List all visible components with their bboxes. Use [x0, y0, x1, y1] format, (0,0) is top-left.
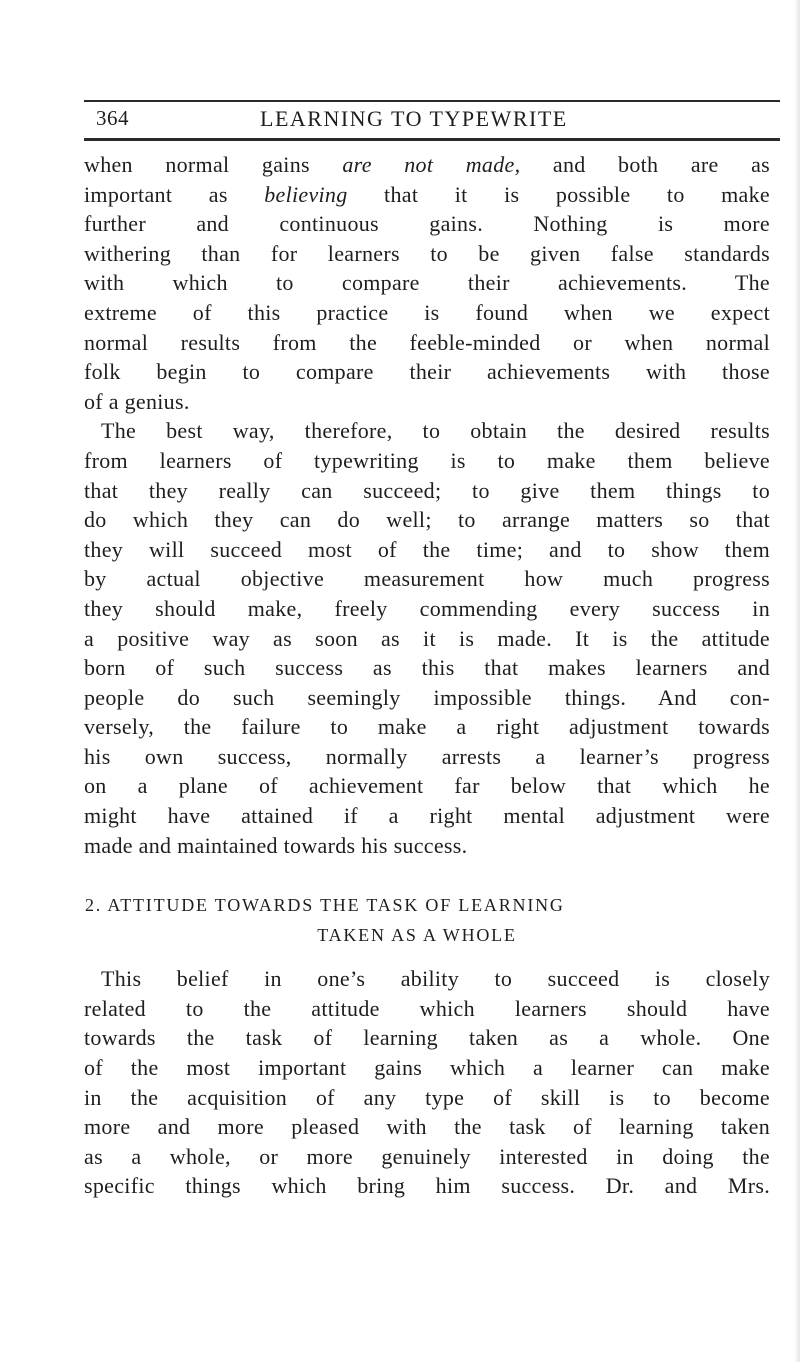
- text-line: folk begin to compare their achievements with those: [84, 359, 770, 385]
- text-line: they should make, freely commending every success in: [84, 595, 770, 621]
- text-span: important as: [84, 181, 265, 207]
- text-line: versely, the failure to make a right adjustment towards: [84, 714, 770, 740]
- text-line: made and maintained towards his success.: [84, 832, 468, 858]
- text-line: of the most important gains which a learner can make: [84, 1055, 770, 1081]
- text-line: extreme of this practice is found when we expect: [84, 299, 770, 325]
- paragraph-1: [84, 150, 770, 416]
- text-line: specific things which bring him success. Dr. and Mrs.: [84, 1173, 770, 1199]
- header-rule-bottom: [84, 138, 780, 141]
- text-line: people do such seemingly impossible things. And con-: [84, 684, 770, 710]
- body-text: [84, 150, 770, 1201]
- text-line: in the acquisition of any type of skill is to become: [84, 1084, 770, 1110]
- text-line: born of such success as this that makes learners and: [84, 655, 770, 681]
- italic-phrase: are not made,: [342, 152, 521, 177]
- text-line: a positive way as soon as it is made. It is the attitude: [84, 625, 770, 651]
- page-number: 364: [96, 106, 129, 130]
- text-line: more and more pleased with the task of learning taken: [84, 1114, 770, 1140]
- running-head: LEARNING TO TYPEWRITE: [260, 106, 568, 131]
- text-line: with which to compare their achievements. The: [84, 270, 770, 296]
- text-line: normal results from the feeble-minded or when normal: [84, 329, 770, 355]
- text-line: that they really can succeed; to give them things to: [84, 477, 770, 503]
- section-heading-continued: TAKEN AS A WHOLE: [317, 925, 517, 946]
- text-line: The best way, therefore, to obtain the desired results: [101, 418, 770, 444]
- section-heading: 2. ATTITUDE TOWARDS THE TASK OF LEARNING: [85, 895, 565, 916]
- text-line: withering than for learners to be given false standards: [84, 240, 770, 266]
- text-line: of a genius.: [84, 388, 190, 414]
- text-line: from learners of typewriting is to make them believe: [84, 447, 770, 473]
- text-line: [84, 150, 770, 180]
- text-line: further and continuous gains. Nothing is more: [84, 211, 770, 237]
- paragraph-3: [84, 964, 770, 1201]
- text-line: might have attained if a right mental adjustment were: [84, 803, 770, 829]
- text-line: his own success, normally arrests a learner’s progress: [84, 743, 770, 769]
- text-line: towards the task of learning taken as a whole. One: [84, 1025, 770, 1051]
- text-span: and both are as: [520, 152, 770, 177]
- text-span: when normal gains: [84, 152, 343, 177]
- text-line: as a whole, or more genuinely interested in doing the: [84, 1143, 770, 1169]
- page-header: [84, 100, 780, 144]
- italic-word: believing: [264, 181, 348, 207]
- text-span: that it is possible to make: [347, 181, 770, 207]
- text-line: related to the attitude which learners should have: [84, 995, 770, 1021]
- text-line: This belief in one’s ability to succeed is closely: [101, 966, 770, 992]
- text-line: they will succeed most of the time; and to show them: [84, 536, 770, 562]
- header-rule-top: [84, 100, 780, 102]
- paragraph-2: [84, 416, 770, 860]
- page-edge-shadow: [794, 0, 800, 1362]
- text-line: [84, 180, 770, 210]
- text-line: on a plane of achievement far below that which he: [84, 773, 770, 799]
- text-line: do which they can do well; to arrange matters so that: [84, 507, 770, 533]
- text-line: by actual objective measurement how much progress: [84, 566, 770, 592]
